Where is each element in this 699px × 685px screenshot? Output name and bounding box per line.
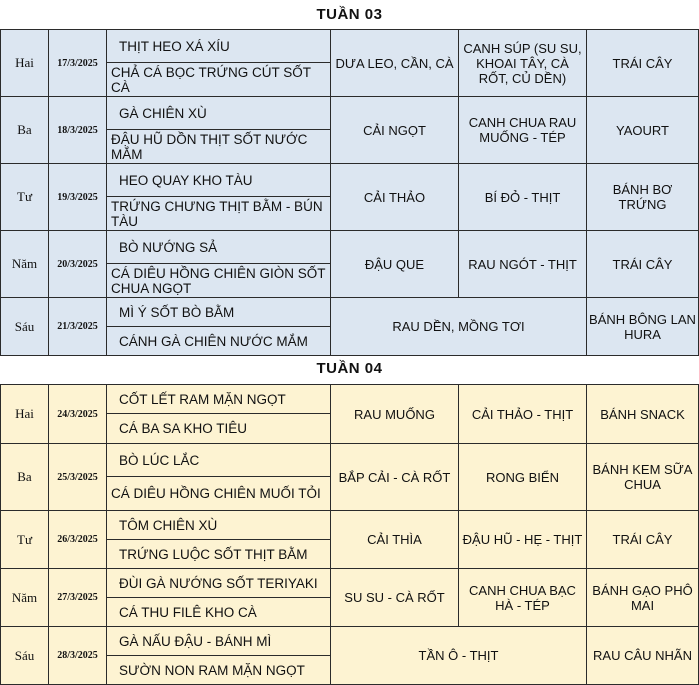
main-dish-2: CÁ DIÊU HỒNG CHIÊN GIÒN SỐT CHUA NGỌT: [107, 264, 331, 298]
soup-dish: CANH SÚP (SU SU, KHOAI TÂY, CÀ RỐT, CỦ DỀN): [459, 30, 587, 97]
main-dish-1: GÀ CHIÊN XÙ: [107, 97, 331, 130]
day-name: Năm: [1, 231, 49, 298]
main-dish-2: TRỨNG CHƯNG THỊT BẰM - BÚN TÀU: [107, 197, 331, 231]
dessert: BÁNH GẠO PHÔ MAI: [587, 569, 699, 627]
day-row: [1, 569, 699, 598]
dessert: TRÁI CÂY: [587, 30, 699, 97]
day-date: 21/3/2025: [49, 298, 107, 356]
main-dish-1: TÔM CHIÊN XÙ: [107, 511, 331, 540]
day-row: [1, 97, 699, 130]
week-4-title: TUẦN 04: [316, 360, 383, 377]
day-date: 28/3/2025: [49, 627, 107, 685]
vegetable-dish: RAU MUỐNG: [331, 385, 459, 444]
day-date: 25/3/2025: [49, 444, 107, 511]
day-name: Ba: [1, 444, 49, 511]
day-row: [1, 511, 699, 540]
day-row: [1, 298, 699, 327]
day-name: Hai: [1, 30, 49, 97]
dessert: BÁNH SNACK: [587, 385, 699, 444]
dessert: BÁNH BƠ TRỨNG: [587, 164, 699, 231]
main-dish-2: TRỨNG LUỘC SỐT THỊT BẰM: [107, 540, 331, 569]
vegetable-dish: SU SU - CÀ RỐT: [331, 569, 459, 627]
dessert: BÁNH BÔNG LAN HURA: [587, 298, 699, 356]
vegetable-dish: BẮP CẢI - CÀ RỐT: [331, 444, 459, 511]
day-row: [1, 30, 699, 63]
main-dish-2: CHẢ CÁ BỌC TRỨNG CÚT SỐT CÀ: [107, 63, 331, 97]
week-4-table: [0, 384, 699, 685]
day-date: 26/3/2025: [49, 511, 107, 569]
main-dish-2: CÁ BA SA KHO TIÊU: [107, 414, 331, 444]
dessert: TRÁI CÂY: [587, 511, 699, 569]
dessert: RAU CÂU NHÃN: [587, 627, 699, 685]
soup-dish: CẢI THẢO - THỊT: [459, 385, 587, 444]
main-dish-1: MÌ Ý SỐT BÒ BẰM: [107, 298, 331, 327]
main-dish-1: GÀ NẤU ĐẬU - BÁNH MÌ: [107, 627, 331, 656]
vegetable-dish: CẢI THẢO: [331, 164, 459, 231]
vegetable-and-soup: TẦN Ô - THỊT: [331, 627, 587, 685]
day-name: Sáu: [1, 627, 49, 685]
main-dish-1: BÒ LÚC LẮC: [107, 444, 331, 477]
main-dish-2: SƯỜN NON RAM MẶN NGỌT: [107, 656, 331, 685]
day-date: 20/3/2025: [49, 231, 107, 298]
day-row: [1, 385, 699, 414]
day-name: Sáu: [1, 298, 49, 356]
dessert: BÁNH KEM SỮA CHUA: [587, 444, 699, 511]
main-dish-1: BÒ NƯỚNG SẢ: [107, 231, 331, 264]
soup-dish: BÍ ĐỎ - THỊT: [459, 164, 587, 231]
day-name: Tư: [1, 511, 49, 569]
dessert: TRÁI CÂY: [587, 231, 699, 298]
day-row: [1, 627, 699, 656]
day-name: Năm: [1, 569, 49, 627]
vegetable-dish: CẢI THÌA: [331, 511, 459, 569]
day-name: Hai: [1, 385, 49, 444]
day-date: 17/3/2025: [49, 30, 107, 97]
vegetable-and-soup: RAU DỀN, MỒNG TƠI: [331, 298, 587, 356]
day-name: Ba: [1, 97, 49, 164]
main-dish-1: CỐT LẾT RAM MẶN NGỌT: [107, 385, 331, 414]
day-row: [1, 231, 699, 264]
day-date: 27/3/2025: [49, 569, 107, 627]
main-dish-2: CÁ DIÊU HỒNG CHIÊN MUỐI TỎI: [107, 477, 331, 511]
main-dish-2: CÁNH GÀ CHIÊN NƯỚC MẮM: [107, 327, 331, 356]
soup-dish: CANH CHUA BẠC HÀ - TÉP: [459, 569, 587, 627]
soup-dish: RAU NGÓT - THỊT: [459, 231, 587, 298]
main-dish-1: THỊT HEO XÁ XÍU: [107, 30, 331, 63]
day-name: Tư: [1, 164, 49, 231]
main-dish-1: HEO QUAY KHO TÀU: [107, 164, 331, 197]
day-date: 18/3/2025: [49, 97, 107, 164]
dessert: YAOURT: [587, 97, 699, 164]
vegetable-dish: CẢI NGỌT: [331, 97, 459, 164]
week-3-table: [0, 29, 699, 356]
day-row: [1, 164, 699, 197]
day-date: 19/3/2025: [49, 164, 107, 231]
soup-dish: ĐẬU HŨ - HẸ - THỊT: [459, 511, 587, 569]
vegetable-dish: DƯA LEO, CẦN, CÀ: [331, 30, 459, 97]
day-date: 24/3/2025: [49, 385, 107, 444]
week-3-title: TUẦN 03: [316, 6, 383, 23]
main-dish-2: ĐẬU HŨ DỒN THỊT SỐT NƯỚC MẮM: [107, 130, 331, 164]
main-dish-2: CÁ THU FILÊ KHO CÀ: [107, 598, 331, 627]
vegetable-dish: ĐẬU QUE: [331, 231, 459, 298]
day-row: [1, 444, 699, 477]
soup-dish: CANH CHUA RAU MUỐNG - TÉP: [459, 97, 587, 164]
soup-dish: RONG BIỂN: [459, 444, 587, 511]
main-dish-1: ĐÙI GÀ NƯỚNG SỐT TERIYAKI: [107, 569, 331, 598]
